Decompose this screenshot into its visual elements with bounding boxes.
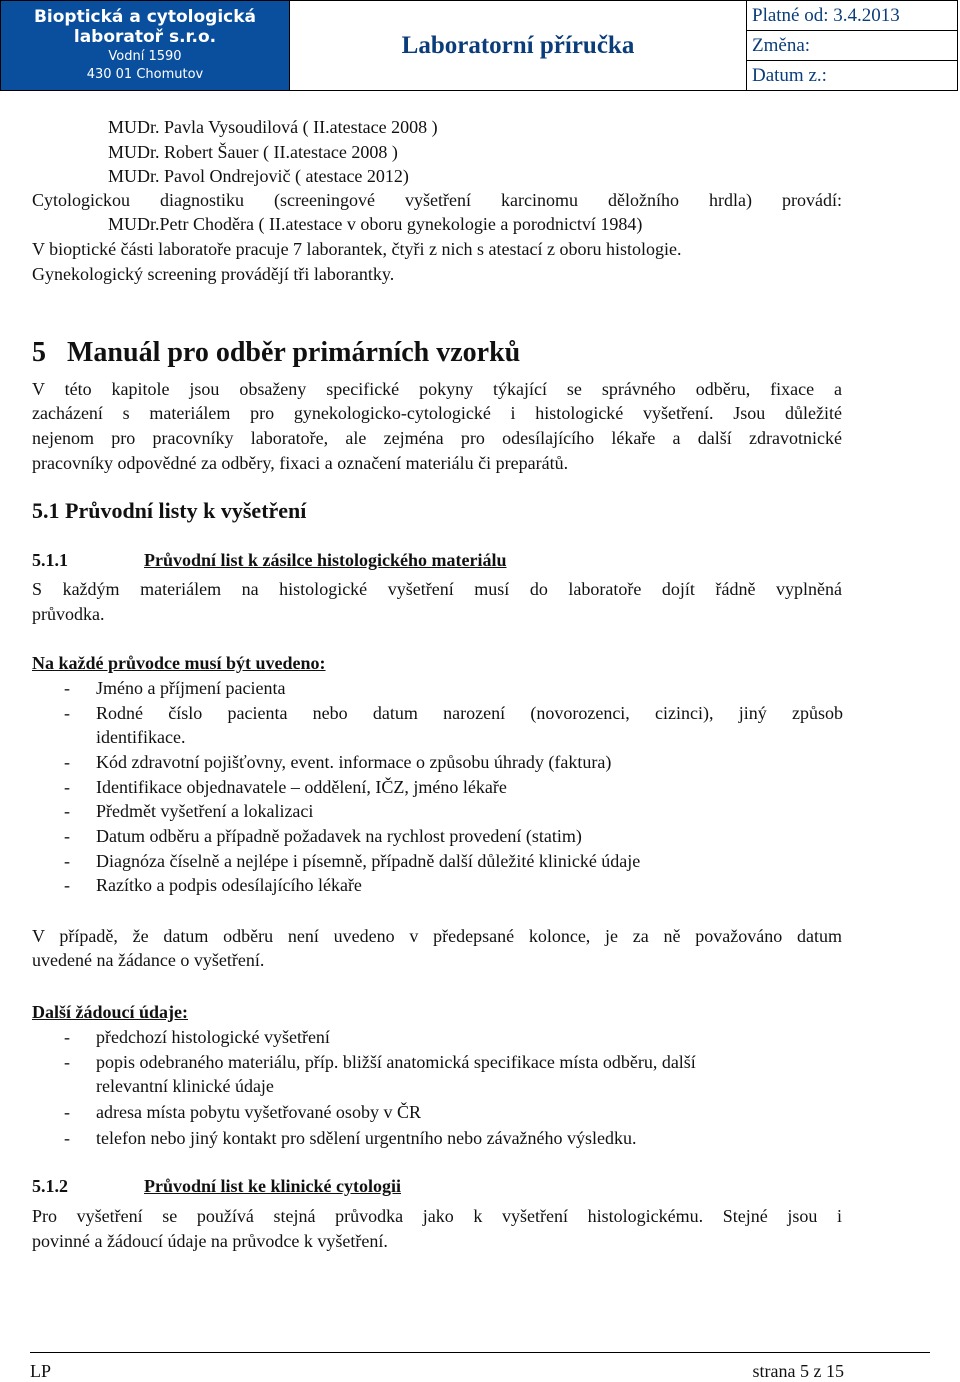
bullet-dash: - bbox=[64, 1128, 70, 1148]
list-item: adresa místa pobytu vyšetřované osoby v ČR bbox=[96, 1102, 421, 1122]
bullet-dash: - bbox=[64, 1102, 70, 1122]
bullet-dash: - bbox=[64, 801, 70, 821]
screening-line: Gynekologický screening provádějí tři laborantky. bbox=[32, 264, 395, 284]
list-item: popis odebraného materiálu, příp. bližší anatomická specifikace místa odběru, další bbox=[96, 1052, 696, 1072]
staff-line: MUDr.Petr Choděra ( II.atestace v oboru gynekologie a porodnictví 1984) bbox=[108, 214, 643, 234]
staff-line: MUDr. Pavol Ondrejovič ( atestace 2012) bbox=[108, 166, 409, 186]
footer-doc-code: LP bbox=[30, 1361, 52, 1381]
section-number: 5 bbox=[32, 337, 46, 368]
bullet-dash: - bbox=[64, 875, 70, 895]
list-item: Diagnóza číselně a nejlépe i písemně, případně další důležité klinické údaje bbox=[96, 851, 641, 871]
list-item: Jméno a příjmení pacienta bbox=[96, 678, 286, 698]
optional-heading: Další žádoucí údaje: bbox=[32, 1002, 189, 1022]
required-heading: Na každé průvodce musí být uvedeno: bbox=[32, 653, 326, 673]
section-5-1-heading: 5.1 Průvodní listy k vyšetření bbox=[32, 498, 307, 523]
paragraph-line: povinné a žádoucí údaje na průvodce k vyšetření. bbox=[32, 1231, 388, 1251]
paragraph-line: nejenom pro pracovníky laboratoře, ale zejména pro odesílajícího lékaře a další zdravotnické bbox=[32, 428, 842, 448]
page-number: strana 5 z 15 bbox=[752, 1361, 844, 1381]
bullet-dash: - bbox=[64, 752, 70, 772]
company-name-line2: laboratoř s.r.o. bbox=[73, 27, 217, 47]
lab-line: V bioptické části laboratoře pracuje 7 laborantek, čtyři z nich s atestací z oboru histologie. bbox=[32, 239, 682, 259]
document-header bbox=[0, 0, 958, 91]
date-field: Datum z.: bbox=[752, 64, 827, 86]
list-item: telefon nebo jiný kontakt pro sdělení urgentního nebo závažného výsledku. bbox=[96, 1128, 637, 1148]
list-item: Kód zdravotní pojišťovny, event. informace o způsobu úhrady (faktura) bbox=[96, 752, 612, 772]
list-item: Rodné číslo pacienta nebo datum narození (novorozenci, cizinci), jiný způsob bbox=[96, 703, 843, 723]
list-item: Identifikace objednavatele – oddělení, IČZ, jméno lékaře bbox=[96, 777, 507, 797]
paragraph-line: V této kapitole jsou obsaženy specifické pokyny týkající se správného odběru, fixace a bbox=[32, 379, 842, 399]
date-note-line: uvedené na žádance o vyšetření. bbox=[32, 950, 265, 970]
paragraph-line: zacházení s materiálem pro gynekologicko-cytologické i histologické vyšetření. Jsou důležité bbox=[32, 403, 842, 423]
bullet-dash: - bbox=[64, 703, 70, 723]
company-name-line1: Bioptická a cytologická bbox=[33, 7, 257, 27]
staff-line: MUDr. Robert Šauer ( II.atestace 2008 ) bbox=[108, 142, 398, 162]
paragraph-line: pracovníky odpovědné za odběry, fixaci a označení materiálu či preparátů. bbox=[32, 453, 569, 473]
bullet-dash: - bbox=[64, 851, 70, 871]
company-block bbox=[1, 1, 289, 90]
paragraph-line: průvodka. bbox=[32, 604, 105, 624]
section-5-heading bbox=[32, 336, 520, 370]
paragraph-line: Pro vyšetření se používá stejná průvodka jako k vyšetření histologickému. Stejné jsou i bbox=[32, 1206, 842, 1226]
list-item-continued: identifikace. bbox=[96, 727, 186, 747]
section-5-1-2-number: 5.1.2 bbox=[32, 1176, 68, 1196]
list-item: předchozí histologické vyšetření bbox=[96, 1027, 330, 1047]
list-item-continued: relevantní klinické údaje bbox=[96, 1076, 274, 1096]
bullet-dash: - bbox=[64, 1027, 70, 1047]
document-meta bbox=[747, 1, 957, 90]
document-title: Laboratorní příručka bbox=[289, 1, 747, 90]
bullet-dash: - bbox=[64, 1052, 70, 1072]
cytology-line: Cytologickou diagnostiku (screeningové vyšetření karcinomu děložního hrdla) provádí: bbox=[32, 190, 842, 210]
paragraph-line: S každým materiálem na histologické vyšetření musí do laboratoře dojít řádně vyplněná bbox=[32, 579, 842, 599]
section-5-1-2-title: Průvodní list ke klinické cytologii bbox=[144, 1176, 402, 1196]
company-city: 430 01 Chomutov bbox=[86, 67, 204, 82]
valid-from: Platné od: 3.4.2013 bbox=[747, 1, 957, 31]
company-street: Vodní 1590 bbox=[108, 49, 182, 64]
staff-line: MUDr. Pavla Vysoudilová ( II.atestace 2008 ) bbox=[108, 117, 438, 137]
page-footer bbox=[30, 1352, 930, 1381]
bullet-dash: - bbox=[64, 826, 70, 846]
bullet-dash: - bbox=[64, 678, 70, 698]
section-title: Manuál pro odběr primárních vzorků bbox=[67, 337, 521, 368]
bullet-dash: - bbox=[64, 777, 70, 797]
list-item: Datum odběru a případně požadavek na rychlost provedení (statim) bbox=[96, 826, 582, 846]
change-field: Změna: bbox=[747, 31, 957, 61]
list-item: Razítko a podpis odesílajícího lékaře bbox=[96, 875, 362, 895]
list-item: Předmět vyšetření a lokalizaci bbox=[96, 801, 314, 821]
date-note-line: V případě, že datum odběru není uvedeno v předepsané kolonce, je za ně považováno datum bbox=[32, 926, 842, 946]
section-5-1-1-number: 5.1.1 bbox=[32, 550, 68, 570]
section-5-1-1-title: Průvodní list k zásilce histologického materiálu bbox=[144, 550, 507, 570]
